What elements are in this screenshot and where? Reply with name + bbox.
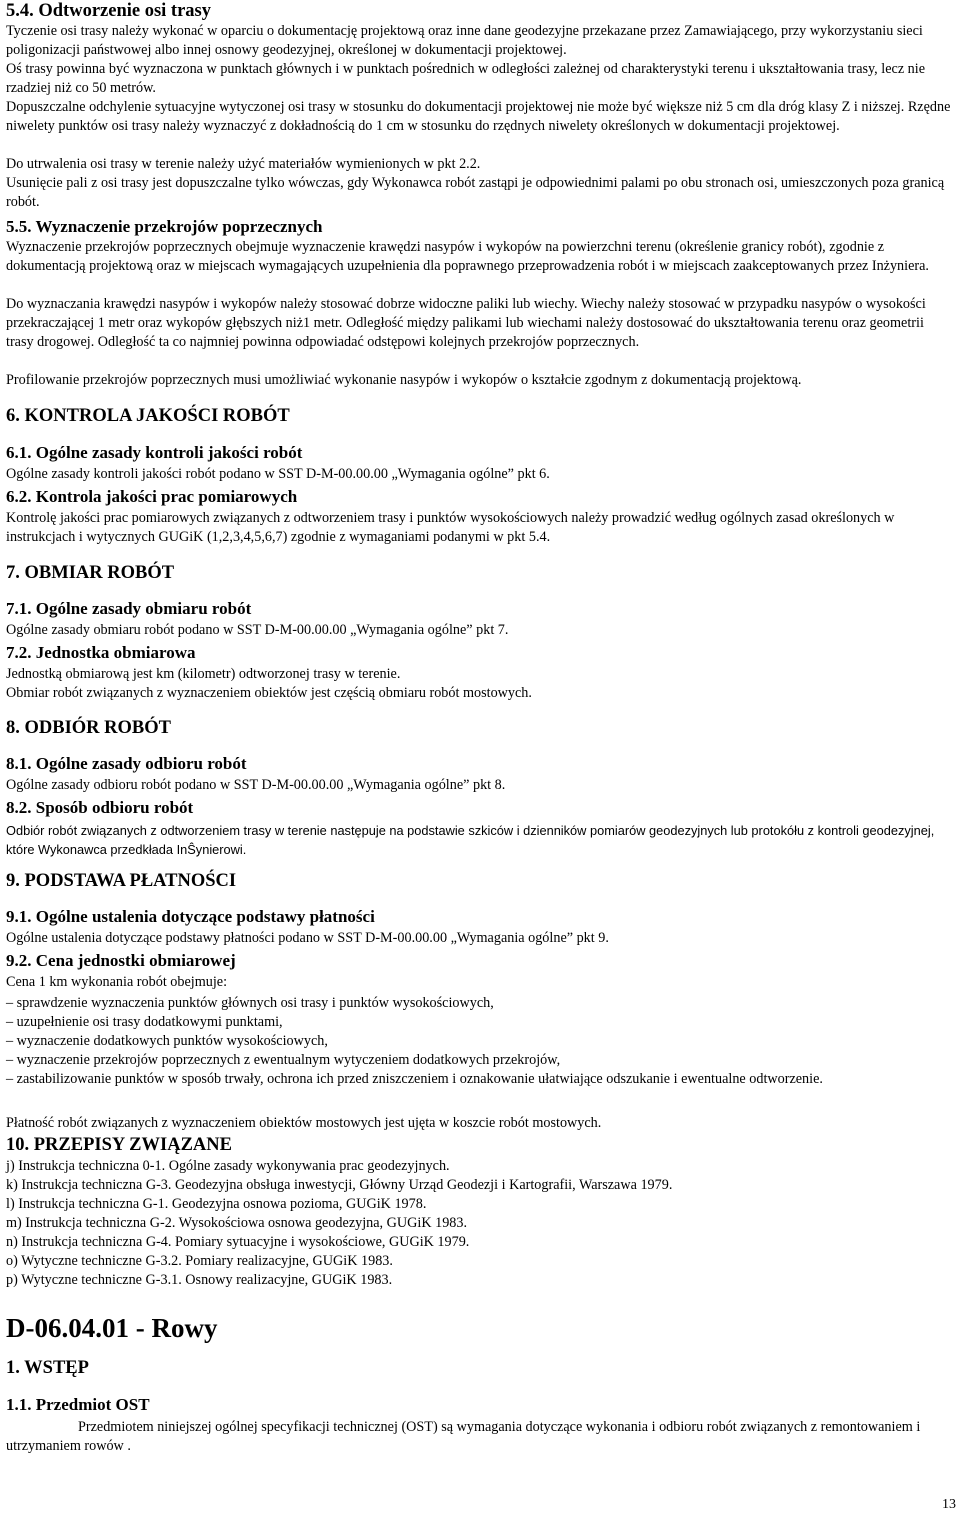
reference-item: m) Instrukcja techniczna G-2. Wysokościowa osnowa geodezyjna, GUGiK 1983. xyxy=(6,1215,468,1231)
chapter-heading-8: 8. ODBIÓR ROBÓT xyxy=(6,718,171,738)
chapter-heading-7: 7. OBMIAR ROBÓT xyxy=(6,563,175,583)
chapter-heading-9: 9. PODSTAWA PŁATNOŚCI xyxy=(6,871,237,891)
paragraph: Odbiór robót związanych z odtworzeniem trasy w terenie następuje na podstawie szkiców i dzienników pomiarów geodezyjnych lub protokółu z kontroli geodezyjnej, które Wykonawca przedkłada InŜynierowi. xyxy=(6,823,935,857)
paragraph: Dopuszczalne odchylenie sytuacyjne wytyczonej osi trasy w stosunku do dokumentacji projektowej nie może być większe niż 5 cm dla dróg klasy Z i niższej. Rzędne niwelety punktów osi trasy należy wyznaczyć z dokładnością do 1 cm w stosunku do rzędnych niwelety określonych w dokumentacji projektowej. xyxy=(6,99,951,134)
paragraph: Do utrwalenia osi trasy w terenie należy użyć materiałów wymienionych w pkt 2.2. xyxy=(6,156,481,172)
chapter-heading-10: 10. PRZEPISY ZWIĄZANE xyxy=(6,1135,232,1155)
list-item: – uzupełnienie osi trasy dodatkowymi punktami, xyxy=(6,1014,283,1030)
paragraph: Kontrolę jakości prac pomiarowych związanych z odtworzeniem trasy i punktów wysokościowych należy prowadzić według ogólnych zasad określonych w instrukcjach i wytycznych GUGiK (1,2,3,4,5,6,7) zgodnie z wymaganiami podanymi w pkt 5.4. xyxy=(6,510,895,545)
section-heading-9-1: 9.1. Ogólne ustalenia dotyczące podstawy płatności xyxy=(6,907,375,926)
paragraph: Przedmiotem niniejszej ogólnej specyfikacji technicznej (OST) są wymagania dotyczące wykonania i odbioru robót związanych z remontowaniem i utrzymaniem rowów . xyxy=(6,1419,921,1454)
section-heading-6-1: 6.1. Ogólne zasady kontroli jakości robót xyxy=(6,443,303,462)
cost-items-list xyxy=(6,994,954,1089)
paragraph: Profilowanie przekrojów poprzecznych musi umożliwiać wykonanie nasypów i wykopów o kształcie zgodnym z dokumentacją projektową. xyxy=(6,372,802,388)
reference-item: n) Instrukcja techniczna G-4. Pomiary sytuacyjne i wysokościowe, GUGiK 1979. xyxy=(6,1234,470,1250)
list-item: – wyznaczenie dodatkowych punktów wysokościowych, xyxy=(6,1033,328,1049)
specification-title: D-06.04.01 - Rowy xyxy=(6,1313,218,1343)
chapter-heading-6: 6. KONTROLA JAKOŚCI ROBÓT xyxy=(6,406,290,426)
section-heading-8-2: 8.2. Sposób odbioru robót xyxy=(6,798,194,817)
paragraph: Ogólne ustalenia dotyczące podstawy płatności podano w SST D-M-00.00.00 „Wymagania ogólne” pkt 9. xyxy=(6,930,609,946)
reference-item: o) Wytyczne techniczne G-3.2. Pomiary realizacyjne, GUGiK 1983. xyxy=(6,1253,393,1269)
paragraph: Tyczenie osi trasy należy wykonać w oparciu o dokumentację projektową oraz inne dane geodezyjne przekazane przez Zamawiającego, przy wykorzystaniu sieci poligonizacji państwowej albo innej osnowy geodezyjnej, określonej w dokumentacji projektowej. xyxy=(6,23,923,58)
section-heading-5-5: 5.5. Wyznaczenie przekrojów poprzecznych xyxy=(6,217,323,236)
paragraph: Obmiar robót związanych z wyznaczeniem obiektów jest częścią obmiaru robót mostowych. xyxy=(6,685,532,701)
reference-item: l) Instrukcja techniczna G-1. Geodezyjna osnowa pozioma, GUGiK 1978. xyxy=(6,1196,427,1212)
list-item: – sprawdzenie wyznaczenia punktów głównych osi trasy i punktów wysokościowych, xyxy=(6,995,494,1011)
paragraph: Ogólne zasady odbioru robót podano w SST D-M-00.00.00 „Wymagania ogólne” pkt 8. xyxy=(6,777,506,793)
list-item: – wyznaczenie przekrojów poprzecznych z ewentualnym wytyczeniem dodatkowych przekrojów, xyxy=(6,1052,561,1068)
paragraph: Płatność robót związanych z wyznaczeniem obiektów mostowych jest ujęta w koszcie robót mostowych. xyxy=(6,1115,602,1131)
section-heading-7-2: 7.2. Jednostka obmiarowa xyxy=(6,643,196,662)
chapter-heading-1: 1. WSTĘP xyxy=(6,1358,89,1378)
reference-item: j) Instrukcja techniczna 0-1. Ogólne zasady wykonywania prac geodezyjnych. xyxy=(6,1158,450,1174)
paragraph: Ogólne zasady obmiaru robót podano w SST D-M-00.00.00 „Wymagania ogólne” pkt 7. xyxy=(6,622,509,638)
section-heading-9-2: 9.2. Cena jednostki obmiarowej xyxy=(6,951,236,970)
paragraph: Oś trasy powinna być wyznaczona w punktach głównych i w punktach pośrednich w odległości zależnej od charakterystyki terenu i ukształtowania trasy, lecz nie rzadziej niż co 50 metrów. xyxy=(6,61,925,96)
reference-item: p) Wytyczne techniczne G-3.1. Osnowy realizacyjne, GUGiK 1983. xyxy=(6,1272,393,1288)
paragraph: Ogólne zasady kontroli jakości robót podano w SST D-M-00.00.00 „Wymagania ogólne” pkt 6. xyxy=(6,466,550,482)
paragraph: Jednostką obmiarową jest km (kilometr) odtworzonej trasy w terenie. xyxy=(6,666,401,682)
page-number: 13 xyxy=(942,1497,956,1512)
paragraph: Do wyznaczania krawędzi nasypów i wykopów należy stosować dobrze widoczne paliki lub wiechy. Wiechy należy stosować w przypadku nasypów o wysokości przekraczającej 1 metr oraz wykopów głębszych niż1 metr. Odległość między palikami lub wiechami należy dostosować do ukształtowania terenu oraz geometrii trasy drogowej. Odległość ta co najmniej powinna odpowiadać odstępowi kolejnych przekrojów poprzecznych. xyxy=(6,296,926,350)
list-item: – zastabilizowanie punktów w sposób trwały, ochrona ich przed zniszczeniem i oznakowanie ułatwiające odszukanie i ewentualne odtworzenie. xyxy=(6,1071,823,1087)
paragraph: Cena 1 km wykonania robót obejmuje: xyxy=(6,974,228,990)
references-list xyxy=(6,1157,954,1290)
reference-item: k) Instrukcja techniczna G-3. Geodezyjna obsługa inwestycji, Główny Urząd Geodezji i Kartografii, Warszawa 1979. xyxy=(6,1177,673,1193)
section-heading-8-1: 8.1. Ogólne zasady odbioru robót xyxy=(6,754,247,773)
paragraph: Usunięcie pali z osi trasy jest dopuszczalne tylko wówczas, gdy Wykonawca robót zastąpi je odpowiednimi palami po obu stronach osi, umieszczonych poza granicą robót. xyxy=(6,175,945,210)
paragraph: Wyznaczenie przekrojów poprzecznych obejmuje wyznaczenie krawędzi nasypów i wykopów na powierzchni terenu (określenie granicy robót), zgodnie z dokumentacją projektową oraz w miejscach wymagających uzupełnienia dla poprawnego przeprowadzenia robót i w miejscach zaakceptowanych przez Inżyniera. xyxy=(6,239,929,274)
section-heading-7-1: 7.1. Ogólne zasady obmiaru robót xyxy=(6,599,252,618)
section-heading-1-1: 1.1. Przedmiot OST xyxy=(6,1395,150,1414)
section-heading-6-2: 6.2. Kontrola jakości prac pomiarowych xyxy=(6,487,298,506)
section-heading-5-4: 5.4. Odtworzenie osi trasy xyxy=(6,1,212,21)
